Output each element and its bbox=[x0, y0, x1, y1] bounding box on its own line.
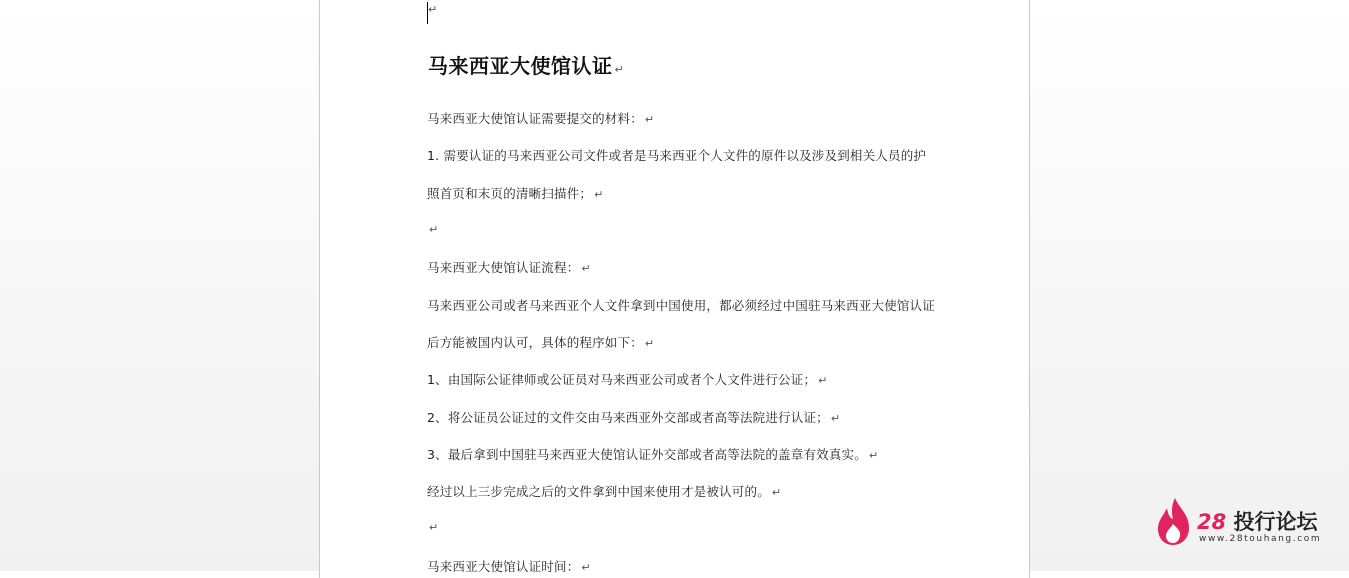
paragraph[interactable]: 马来西亚公司或者马来西亚个人文件拿到中国使用，都必须经过中国驻马来西亚大使馆认证 bbox=[427, 298, 936, 313]
site-watermark bbox=[1155, 496, 1325, 550]
document-page[interactable] bbox=[319, 0, 1030, 578]
paragraph-mark: ↵ bbox=[868, 449, 879, 462]
empty-paragraph[interactable] bbox=[427, 221, 438, 236]
logo-wordmark: 28 投行论坛 bbox=[1197, 510, 1318, 534]
paragraph-mark: ↵ bbox=[428, 3, 438, 16]
paragraph[interactable]: 1、由国际公证律师或公证员对马来西亚公司或者个人文件进行公证； ↵ bbox=[427, 372, 828, 387]
paragraph[interactable]: 马来西亚大使馆认证需要提交的材料： ↵ bbox=[427, 111, 655, 126]
document-title[interactable]: 马来西亚大使馆认证 ↵ bbox=[428, 54, 625, 78]
empty-paragraph[interactable] bbox=[427, 519, 438, 534]
paragraph[interactable]: 马来西亚大使馆认证时间： ↵ bbox=[427, 559, 591, 574]
paragraph[interactable]: 照首页和末页的清晰扫描件； ↵ bbox=[427, 186, 604, 201]
logo-url: www.28touhang.com bbox=[1199, 534, 1322, 544]
paragraph-mark: ↵ bbox=[594, 188, 604, 201]
paragraph-mark: ↵ bbox=[644, 337, 655, 350]
paragraph[interactable]: 3、最后拿到中国驻马来西亚大使馆认证外交部或者高等法院的盖章有效真实。 ↵ bbox=[427, 447, 879, 462]
flame-icon bbox=[1155, 496, 1193, 546]
paragraph-mark: ↵ bbox=[429, 521, 439, 534]
paragraph-mark: ↵ bbox=[644, 113, 655, 126]
paragraph[interactable]: 后方能被国内认可，具体的程序如下： ↵ bbox=[427, 335, 655, 350]
paragraph[interactable]: 1. 需要认证的马来西亚公司文件或者是马来西亚个人文件的原件以及涉及到相关人员的护 bbox=[427, 148, 927, 163]
paragraph-mark: ↵ bbox=[830, 412, 841, 425]
paragraph-mark: ↵ bbox=[581, 561, 591, 574]
paragraph-mark: ↵ bbox=[429, 223, 439, 236]
paragraph-mark: ↵ bbox=[614, 63, 625, 76]
paragraph-mark: ↵ bbox=[771, 486, 782, 499]
paragraph-mark: ↵ bbox=[581, 262, 591, 275]
paragraph-mark: ↵ bbox=[818, 374, 828, 387]
paragraph[interactable]: 2、将公证员公证过的文件交由马来西亚外交部或者高等法院进行认证； ↵ bbox=[427, 410, 841, 425]
paragraph[interactable]: 马来西亚大使馆认证流程： ↵ bbox=[427, 260, 591, 275]
paragraph[interactable]: 经过以上三步完成之后的文件拿到中国来使用才是被认可的。 ↵ bbox=[427, 484, 782, 499]
